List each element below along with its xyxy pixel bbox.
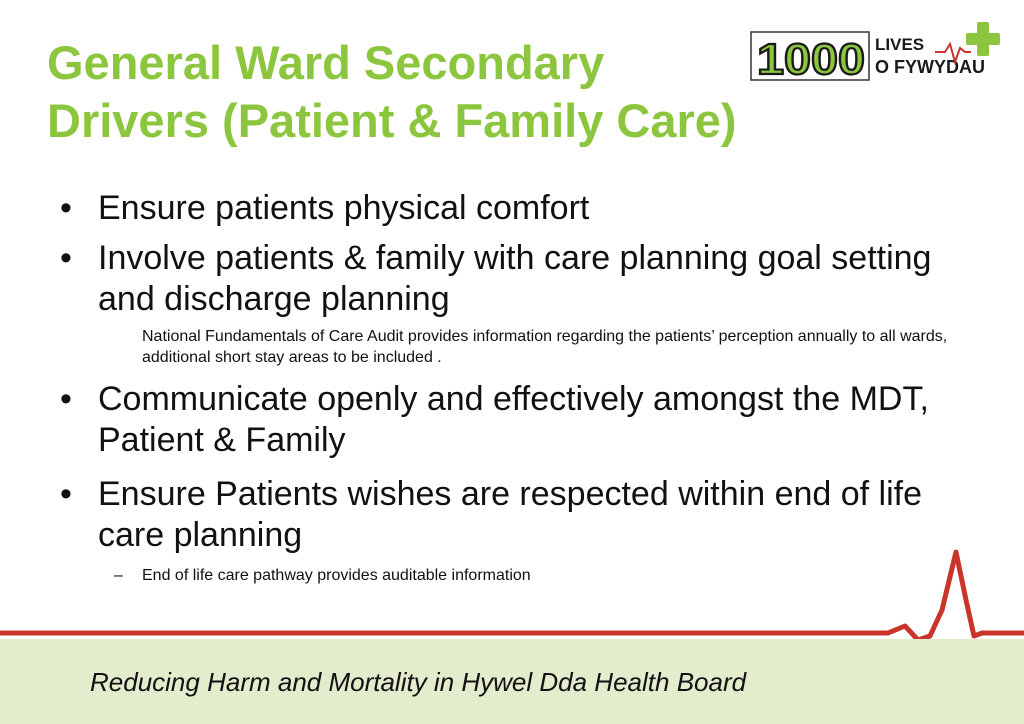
logo-lives: LIVES: [875, 35, 925, 54]
plus-icon: [966, 22, 1000, 56]
title-line-1: General Ward Secondary: [47, 36, 605, 89]
sub-note: National Fundamentals of Care Audit provides information regarding the patients’ perception annually to all wards, additional short stay areas to be included .: [142, 328, 948, 366]
bullet-item: [54, 238, 974, 320]
sub-bullet-text: End of life care pathway provides auditable information: [142, 567, 531, 584]
bullet-text: Communicate openly and effectively amongst the MDT, Patient & Family: [98, 380, 929, 459]
footer-bar: [0, 639, 1024, 724]
footer-text: Reducing Harm and Mortality in Hywel Dda Health Board: [90, 667, 747, 697]
logo-fywydau: O FYWYDAU: [875, 57, 985, 77]
bullet-text: Ensure patients physical comfort: [98, 189, 590, 227]
logo-number: 1000: [757, 35, 865, 84]
bullet-text: Involve patients & family with care planning goal setting and discharge planning: [98, 239, 932, 318]
slide-title: [47, 34, 747, 150]
bullet-symbol: •: [60, 475, 72, 513]
heartbeat-line: [0, 540, 1024, 650]
bullet-symbol: •: [60, 189, 72, 227]
bullet-list: [54, 188, 974, 586]
title-line-2: Drivers (Patient & Family Care): [47, 94, 737, 147]
bullet-text: Ensure Patients wishes are respected within end of life care planning: [98, 475, 923, 554]
1000-lives-logo: [749, 18, 1007, 88]
bullet-symbol: •: [60, 380, 72, 418]
bullet-symbol: •: [60, 239, 72, 277]
bullet-item: [54, 379, 974, 461]
dash-symbol: –: [114, 567, 123, 584]
bullet-item: [54, 188, 974, 229]
